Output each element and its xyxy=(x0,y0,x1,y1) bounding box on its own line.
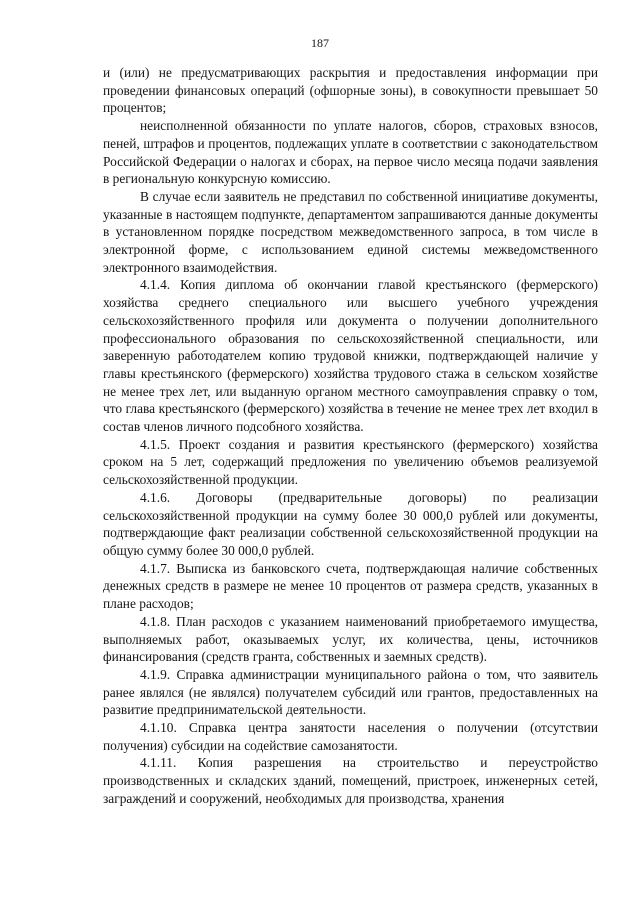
paragraph-4-1-11: 4.1.11. Копия разрешения на строительство и переустройство производственных и складских зданий, помещений, пристроек, инженерных сетей, заграждений и сооружений, необходимых для производства, хранения xyxy=(103,755,598,806)
paragraph-4-1-9: 4.1.9. Справка администрации муниципального района о том, что заявитель ранее являлся (не являлся) получателем субсидий или грантов, предоставленных на развитие предпринимательской деятельности. xyxy=(103,666,598,718)
paragraph-4-1-7: 4.1.7. Выписка из банковского счета, подтверждающая наличие собственных денежных средств в размере не менее 10 процентов от размера средств, указанных в плане расходов; xyxy=(103,560,598,612)
paragraph-4-1-8: 4.1.8. План расходов с указанием наименований приобретаемого имущества, выполняемых работ, оказываемых услуг, их количества, цены, источников финансирования (средств гранта, собственных и заемных средств). xyxy=(103,613,598,665)
paragraph-4-1-4: 4.1.4. Копия диплома об окончании главой крестьянского (фермерского) хозяйства среднего специального или высшего учебного учреждения сельскохозяйственного профиля или документа о получении дополнительного профессионального образования по сельскохозяйственной специальности, или заверенную работодателем копию трудовой книжки, подтверждающей наличие у главы крестьянского (фермерского) хозяйства трудового стажа в сельском хозяйстве не менее трех лет, или выданную органом местного самоуправления справку о том, что глава крестьянского (фермерского) хозяйства в течение не менее трех лет входил в состав членов личного подсобного хозяйства. xyxy=(103,277,598,435)
page-number: 187 xyxy=(311,36,329,50)
paragraph-4-1-5: 4.1.5. Проект создания и развития крестьянского (фермерского) хозяйства сроком на 5 лет, содержащий предложения по увеличению объемов реализуемой сельскохозяйственной продукции. xyxy=(103,436,598,488)
paragraph-tax-obligations: неисполненной обязанности по уплате налогов, сборов, страховых взносов, пеней, штрафов и процентов, подлежащих уплате в соответствии с законодательством Российской Федерации о налогах и сборах, на первое число месяца подачи заявления в региональную конкурсную комиссию. xyxy=(103,118,598,187)
paragraph-4-1-6: 4.1.6. Договоры (предварительные договоры) по реализации сельскохозяйственной продукции на сумму более 30 000,0 рублей или документы, подтверждающие факт реализации собственной сельскохозяйственной продукции на общую сумму более 30 000,0 рублей. xyxy=(103,489,598,558)
paragraph-interagency-request: В случае если заявитель не представил по собственной инициативе документы, указанные в настоящем подпункте, департаментом запрашиваются данные документы в установленном порядке посредством межведомственного запроса, в том числе в электронной форме, с использованием единой системы межведомственного электронного взаимодействия. xyxy=(103,188,598,275)
document-body xyxy=(103,64,598,808)
paragraph-offshore-continuation: и (или) не предусматривающих раскрытия и предоставления информации при проведении финансовых операций (офшорные зоны), в совокупности превышает 50 процентов; xyxy=(103,65,598,116)
paragraph-4-1-10: 4.1.10. Справка центра занятости населения о получении (отсутствии получения) субсидии на содействие самозанятости. xyxy=(103,720,598,753)
